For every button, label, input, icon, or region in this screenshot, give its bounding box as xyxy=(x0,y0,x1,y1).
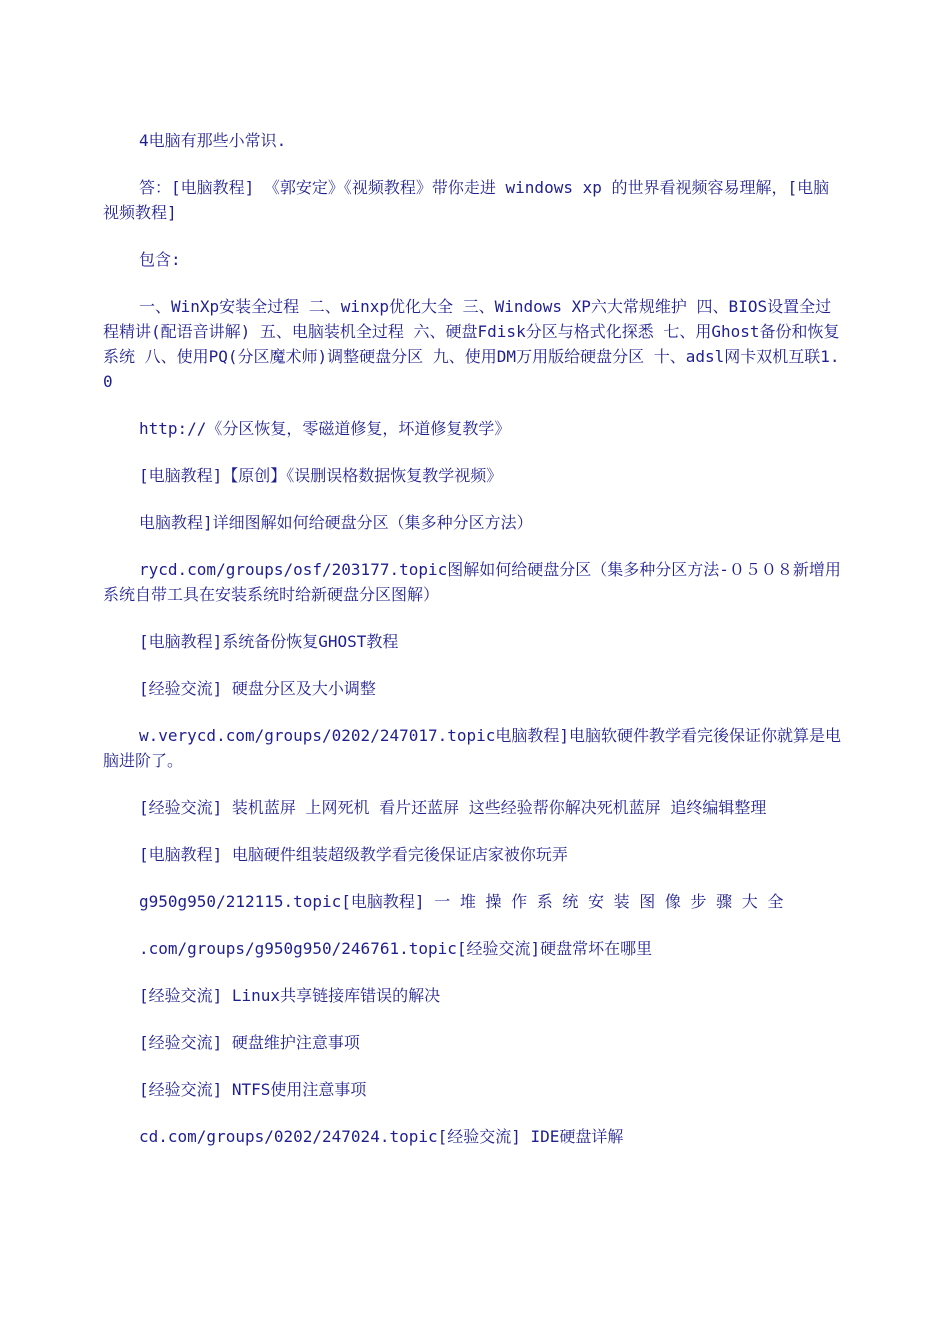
paragraph-bluescreen: [经验交流] 装机蓝屏 上网死机 看片还蓝屏 这些经验帮你解决死机蓝屏 追终编辑整理 xyxy=(139,798,767,817)
paragraph-link-recovery: http://《分区恢复，零磁道修复，坏道修复教学》 xyxy=(139,419,511,438)
paragraph-title: 4电脑有那些小常识. xyxy=(139,131,287,150)
paragraph-disk-failure: .com/groups/g950g950/246761.topic[经验交流]硬盘常坏在哪里 xyxy=(139,939,653,958)
paragraph-answer: 答：[电脑教程] 《郭安定》《视频教程》带你走进 windows xp 的世界看视频容易理解，[电脑视频教程] xyxy=(103,178,830,222)
paragraph-software-hardware: w.verycd.com/groups/0202/247017.topic电脑教程]电脑软硬件教学看完後保证你就算是电脑进阶了。 xyxy=(103,726,842,770)
paragraph-linux: [经验交流] Linux共享链接库错误的解决 xyxy=(139,986,441,1005)
paragraph-ghost: [电脑教程]系统备份恢复GHOST教程 xyxy=(139,632,399,651)
paragraph-os-install: g950g950/212115.topic[电脑教程] 一 堆 操 作 系 统 安 装 图 像 步 骤 大 全 xyxy=(139,892,784,911)
paragraph-partition-topic: rycd.com/groups/osf/203177.topic图解如何给硬盘分区（集多种分区方法-０５０８新增用系统自带工具在安装系统时给新硬盘分区图解） xyxy=(103,560,841,604)
paragraph-list: 一、WinXp安装全过程 二、winxp优化大全 三、Windows XP六大常规维护 四、BIOS设置全过程精讲(配语音讲解) 五、电脑装机全过程 六、硬盘Fdisk分区与格式化探悉 七、用Ghost备份和恢复系统 八、使用PQ(分区魔术师)调整硬盘分区 九、使用DM万用版给硬盘分区 十、adsl网卡双机互联1.0 xyxy=(103,297,840,391)
paragraph-partition-guide: 电脑教程]详细图解如何给硬盘分区（集多种分区方法） xyxy=(139,513,533,532)
paragraph-partition-resize: [经验交流] 硬盘分区及大小调整 xyxy=(139,679,376,698)
paragraph-ide: cd.com/groups/0202/247024.topic[经验交流] IDE硬盘详解 xyxy=(139,1127,624,1146)
paragraph-includes: 包含: xyxy=(139,250,181,269)
document-body xyxy=(103,128,843,1171)
paragraph-ntfs: [经验交流] NTFS使用注意事项 xyxy=(139,1080,367,1099)
paragraph-data-recovery: [电脑教程]【原创】《误删误格数据恢复教学视频》 xyxy=(139,466,503,485)
paragraph-disk-maintenance: [经验交流] 硬盘维护注意事项 xyxy=(139,1033,360,1052)
paragraph-hardware-assembly: [电脑教程] 电脑硬件组装超级教学看完後保证店家被你玩弄 xyxy=(139,845,568,864)
